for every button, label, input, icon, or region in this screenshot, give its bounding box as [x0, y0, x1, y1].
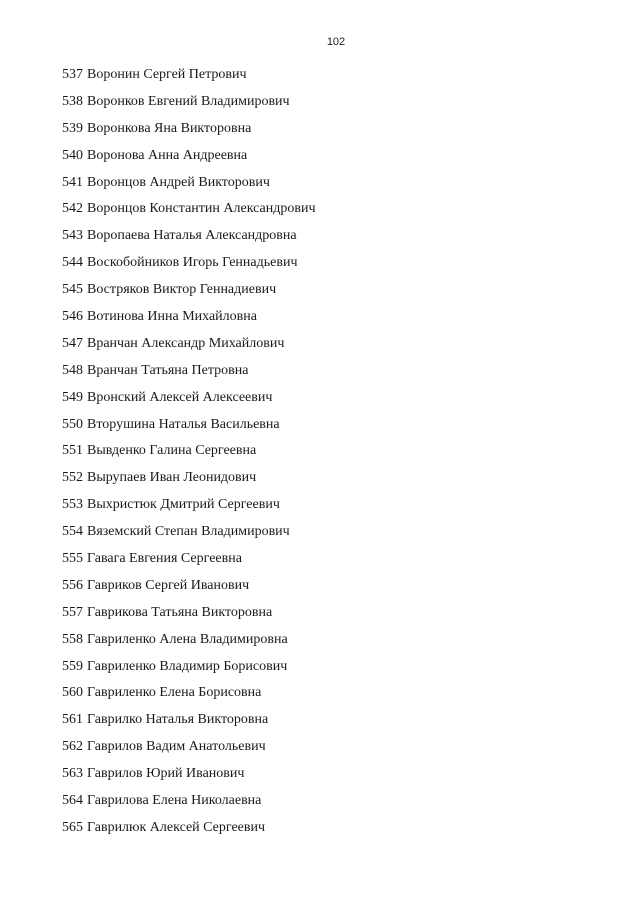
entry-number: 563 [62, 766, 83, 782]
list-item [62, 737, 316, 764]
entry-number: 548 [62, 362, 83, 378]
entry-name: Гаврилов Юрий Иванович [87, 766, 245, 782]
entry-name: Востряков Виктор Геннадиевич [87, 282, 277, 298]
list-item [62, 173, 316, 200]
list-item [62, 334, 316, 361]
list-item [62, 710, 316, 737]
name-list [62, 65, 316, 845]
entry-number: 546 [62, 309, 83, 325]
entry-number: 551 [62, 443, 83, 459]
list-item [62, 468, 316, 495]
list-item [62, 764, 316, 791]
entry-number: 550 [62, 416, 83, 432]
list-item [62, 280, 316, 307]
entry-name: Воронцов Константин Александрович [87, 201, 316, 217]
entry-name: Выхристюк Дмитрий Сергеевич [87, 497, 280, 513]
entry-name: Вотинова Инна Михайловна [87, 309, 257, 325]
entry-number: 547 [62, 335, 83, 351]
list-item [62, 495, 316, 522]
entry-name: Гаврилюк Алексей Сергеевич [87, 819, 266, 835]
entry-name: Вторушина Наталья Васильевна [87, 416, 280, 432]
entry-name: Гавриленко Владимир Борисович [87, 658, 288, 674]
entry-name: Воронцов Андрей Викторович [87, 174, 270, 190]
entry-number: 541 [62, 174, 83, 190]
entry-number: 557 [62, 604, 83, 620]
list-item [62, 818, 316, 845]
list-item [62, 361, 316, 388]
list-item [62, 388, 316, 415]
entry-number: 560 [62, 685, 83, 701]
entry-name: Вранчан Татьяна Петровна [87, 362, 249, 378]
entry-number: 543 [62, 228, 83, 244]
entry-number: 552 [62, 470, 83, 486]
page-number: 102 [326, 36, 346, 48]
entry-name: Гавага Евгения Сергеевна [87, 551, 242, 567]
entry-number: 564 [62, 793, 83, 809]
entry-number: 540 [62, 147, 83, 163]
entry-number: 559 [62, 658, 83, 674]
list-item [62, 522, 316, 549]
entry-name: Воронова Анна Андреевна [87, 147, 248, 163]
entry-name: Гаврилко Наталья Викторовна [87, 712, 269, 728]
entry-number: 537 [62, 67, 83, 82]
entry-name: Вронский Алексей Алексеевич [87, 389, 273, 405]
entry-name: Гаврикова Татьяна Викторовна [87, 604, 273, 620]
list-item [62, 253, 316, 280]
entry-name: Воронин Сергей Петрович [87, 67, 247, 82]
list-item [62, 791, 316, 818]
list-item [62, 92, 316, 119]
list-item [62, 307, 316, 334]
entry-number: 561 [62, 712, 83, 728]
entry-number: 558 [62, 631, 83, 647]
entry-name: Вяземский Степан Владимирович [87, 524, 290, 540]
entry-name: Воропаева Наталья Александровна [87, 228, 297, 244]
entry-number: 539 [62, 120, 83, 136]
entry-number: 553 [62, 497, 83, 513]
entry-name: Вырупаев Иван Леонидович [87, 470, 257, 486]
entry-number: 538 [62, 93, 83, 109]
list-item [62, 146, 316, 173]
list-item [62, 199, 316, 226]
entry-name: Вранчан Александр Михайлович [87, 335, 285, 351]
list-item [62, 683, 316, 710]
list-item [62, 657, 316, 684]
entry-number: 565 [62, 819, 83, 835]
entry-number: 562 [62, 739, 83, 755]
entry-name: Гаврилов Вадим Анатольевич [87, 739, 266, 755]
list-item [62, 441, 316, 468]
entry-number: 544 [62, 255, 83, 271]
list-item [62, 119, 316, 146]
entry-number: 556 [62, 577, 83, 593]
list-item [62, 576, 316, 603]
entry-name: Вывденко Галина Сергеевна [87, 443, 257, 459]
entry-name: Гавриленко Алена Владимировна [87, 631, 288, 647]
list-item [62, 415, 316, 442]
list-item [62, 603, 316, 630]
entry-number: 545 [62, 282, 83, 298]
entry-name: Воскобойников Игорь Геннадьевич [87, 255, 298, 271]
list-item [62, 65, 316, 92]
list-item [62, 226, 316, 253]
entry-name: Гавриков Сергей Иванович [87, 577, 250, 593]
entry-number: 542 [62, 201, 83, 217]
entry-name: Воронков Евгений Владимирович [87, 93, 290, 109]
entry-name: Гавриленко Елена Борисовна [87, 685, 262, 701]
list-item [62, 630, 316, 657]
entry-number: 555 [62, 551, 83, 567]
entry-name: Воронкова Яна Викторовна [87, 120, 252, 136]
entry-number: 549 [62, 389, 83, 405]
entry-name: Гаврилова Елена Николаевна [87, 793, 262, 809]
list-item [62, 549, 316, 576]
entry-number: 554 [62, 524, 83, 540]
